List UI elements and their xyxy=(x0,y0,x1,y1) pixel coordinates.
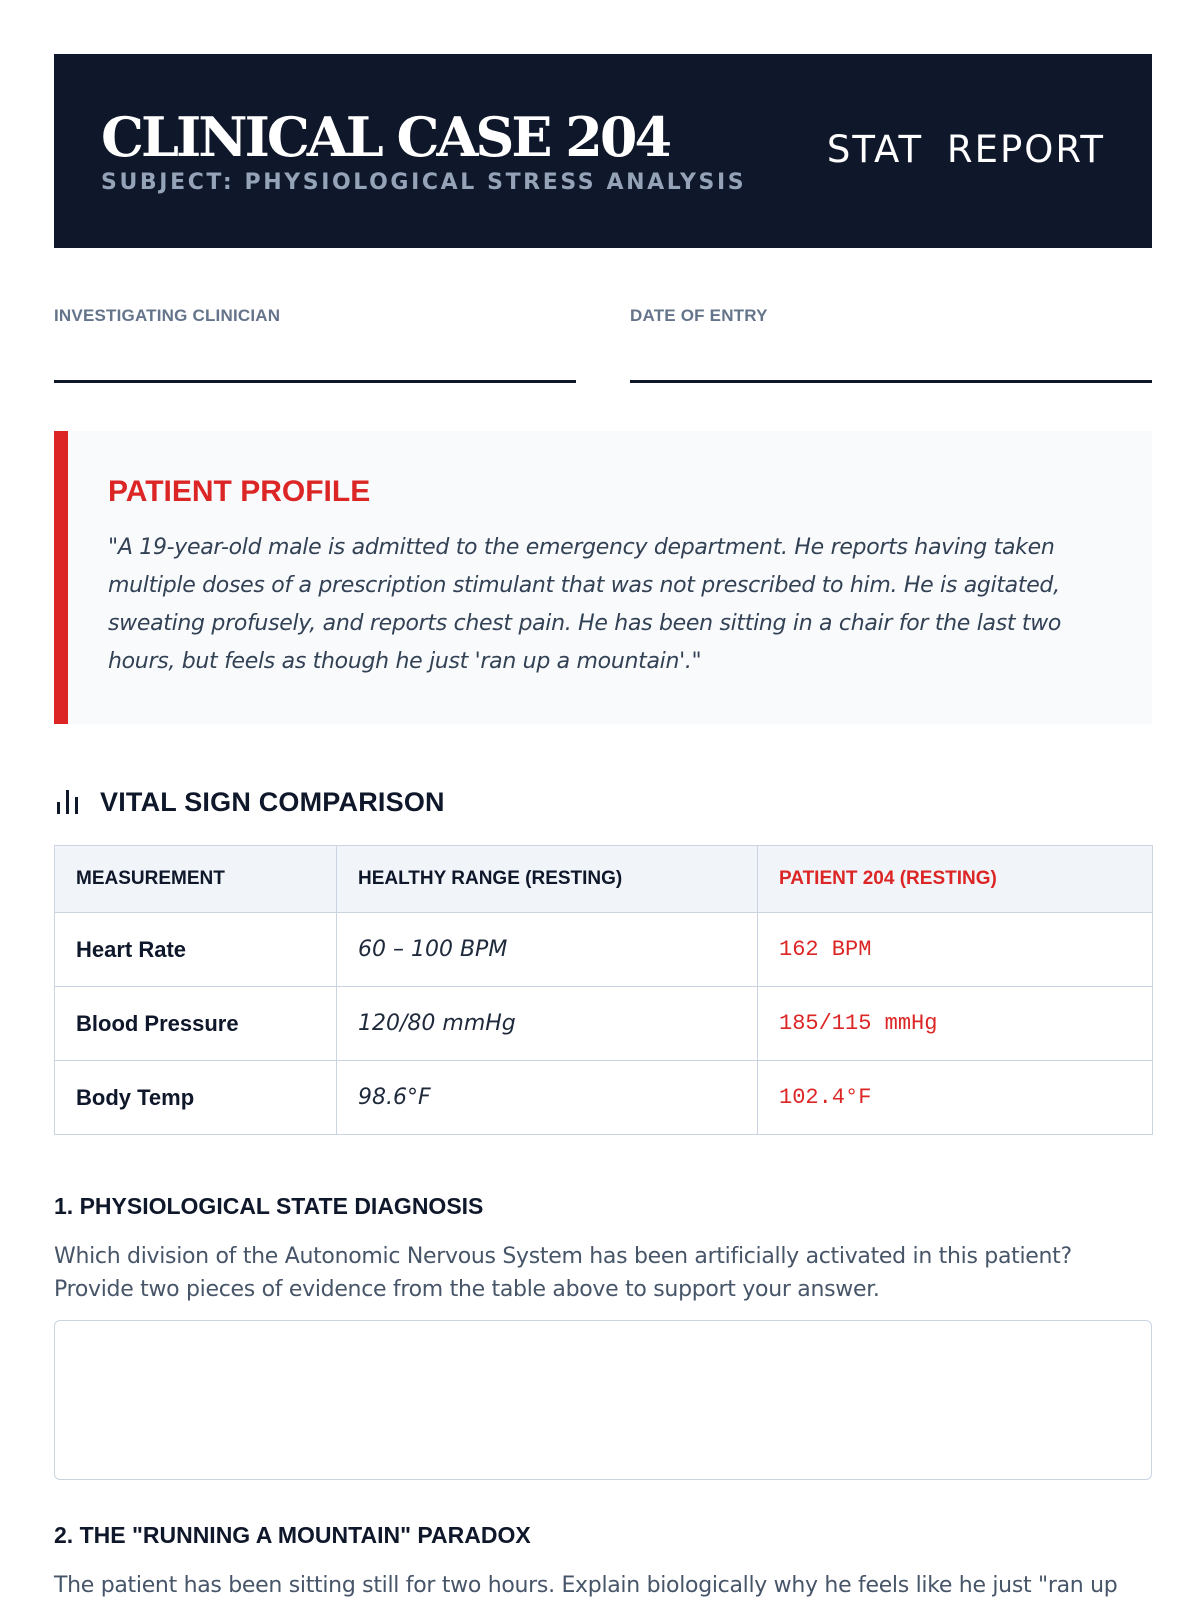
table-row xyxy=(55,913,1153,987)
table-row xyxy=(55,1061,1153,1135)
healthy-cell: 60 – 100 BPM xyxy=(337,913,758,987)
patient-cell: 102.4°F xyxy=(758,1061,1153,1135)
case-header xyxy=(54,54,1152,248)
date-label: DATE OF ENTRY xyxy=(630,306,768,325)
question-2-text: The patient has been sitting still for two hours. Explain biologically why he feels like he just "ran up xyxy=(54,1573,1118,1598)
clinician-label: INVESTIGATING CLINICIAN xyxy=(54,306,281,325)
patient-cell: 162 BPM xyxy=(758,913,1153,987)
case-title: CLINICAL CASE 204 xyxy=(101,105,670,169)
question-1-title: 1. PHYSIOLOGICAL STATE DIAGNOSIS xyxy=(54,1193,484,1219)
patient-cell: 185/115 mmHg xyxy=(758,987,1153,1061)
table-row xyxy=(55,987,1153,1061)
profile-text: "A 19-year-old male is admitted to the emergency department. He reports having taken multiple doses of a prescription stimulant that was not prescribed to him. He is agitated, sweating profusely, and reports chest pain. He has been sitting in a chair for the last two hours, but feels as though he just 'ran up a mountain'." xyxy=(108,535,1062,674)
patient-header: PATIENT 204 (RESTING) xyxy=(758,846,1153,913)
question-2 xyxy=(54,1522,1152,1602)
healthy-range-header: HEALTHY RANGE (RESTING) xyxy=(337,846,758,913)
profile-title: PATIENT PROFILE xyxy=(108,475,371,508)
patient-profile xyxy=(54,431,1152,724)
question-1-text: Which division of the Autonomic Nervous System has been artificially activated in this patient? Provide two pieces of evidence from the table above to support your answer. xyxy=(54,1244,1072,1302)
question-1 xyxy=(54,1193,1152,1480)
healthy-cell: 98.6°F xyxy=(337,1061,758,1135)
measurement-cell: Body Temp xyxy=(55,1061,337,1135)
healthy-cell: 120/80 mmHg xyxy=(337,987,758,1061)
measurement-cell: Blood Pressure xyxy=(55,987,337,1061)
date-field[interactable] xyxy=(630,304,1152,383)
stat-report-badge: STAT REPORT xyxy=(826,128,1105,171)
vitals-heading xyxy=(54,780,445,824)
worksheet-page xyxy=(54,54,1152,1598)
vitals-header-row xyxy=(55,846,1153,913)
bar-chart-icon xyxy=(54,788,82,816)
case-subject: SUBJECT: PHYSIOLOGICAL STRESS ANALYSIS xyxy=(101,170,747,195)
vitals-table xyxy=(54,845,1153,1135)
question-2-title: 2. THE "RUNNING A MOUNTAIN" PARADOX xyxy=(54,1522,531,1548)
clinician-field[interactable] xyxy=(54,304,576,383)
measurement-cell: Heart Rate xyxy=(55,913,337,987)
vitals-title: VITAL SIGN COMPARISON xyxy=(100,786,445,817)
question-1-answer-box[interactable] xyxy=(54,1320,1152,1480)
measurement-header: MEASUREMENT xyxy=(55,846,337,913)
signature-fields xyxy=(54,304,1152,432)
